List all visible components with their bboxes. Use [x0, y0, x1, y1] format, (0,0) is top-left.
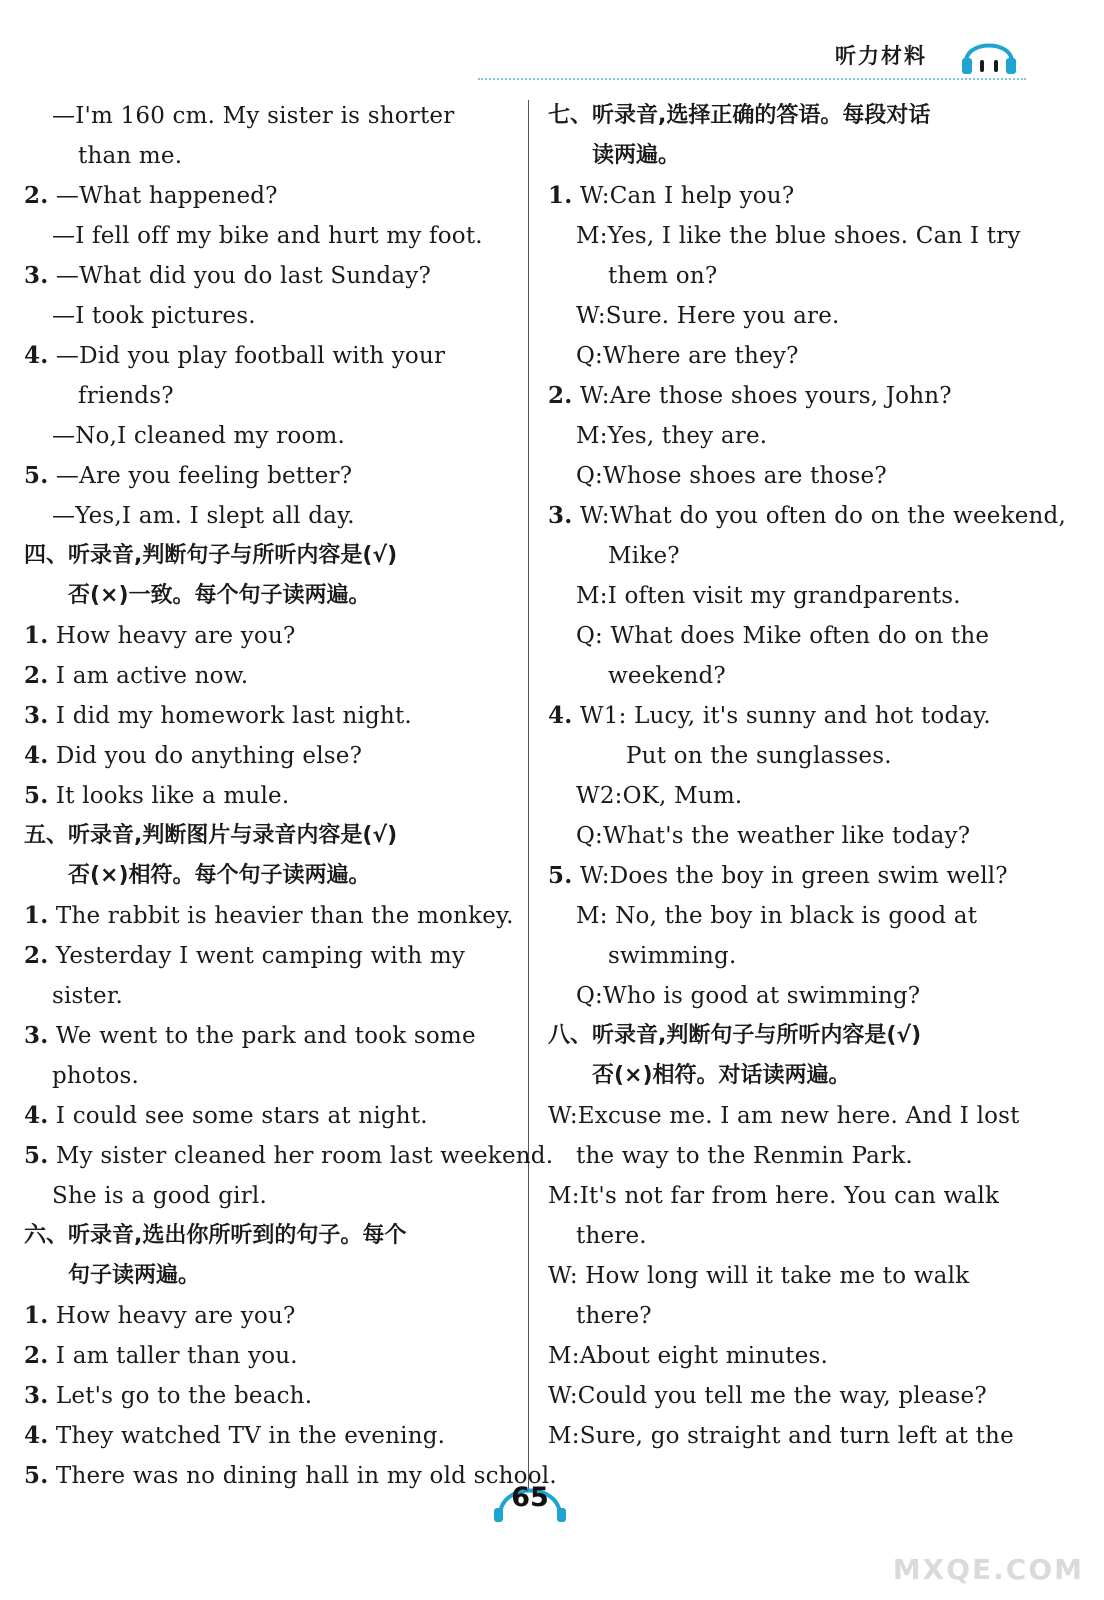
- line-text: The rabbit is heavier than the monkey.: [48, 903, 514, 929]
- header-divider: [478, 78, 1026, 80]
- item-number: 3.: [548, 502, 573, 529]
- line-text: the way to the Renmin Park.: [576, 1143, 913, 1169]
- item-number: 4.: [548, 702, 573, 729]
- line-text: —I'm 160 cm. My sister is shorter: [52, 103, 455, 129]
- line-text: I could see some stars at night.: [48, 1103, 428, 1129]
- item-number: 1.: [548, 182, 573, 209]
- transcript-line: [548, 496, 1066, 536]
- transcript-line: [548, 896, 1038, 936]
- line-text: M:About eight minutes.: [548, 1343, 829, 1369]
- line-text: W:Can I help you?: [572, 183, 795, 209]
- transcript-line: [24, 1336, 514, 1376]
- transcript-line: [548, 416, 1038, 456]
- item-number: 3.: [24, 1382, 49, 1409]
- line-text: I am taller than you.: [48, 1343, 298, 1369]
- transcript-line: [548, 336, 1038, 376]
- line-text: M:Yes, they are.: [576, 423, 768, 449]
- transcript-line: [24, 336, 514, 376]
- line-text: —I took pictures.: [52, 303, 256, 329]
- line-text: Let's go to the beach.: [48, 1383, 313, 1409]
- line-text: We went to the park and took some: [48, 1023, 476, 1049]
- line-text: —Did you play football with your: [48, 343, 446, 369]
- line-text: Q:Whose shoes are those?: [576, 463, 887, 489]
- item-number: 5.: [24, 1142, 49, 1169]
- line-text: —What happened?: [48, 183, 278, 209]
- line-text: I did my homework last night.: [48, 703, 412, 729]
- transcript-line: [24, 256, 514, 296]
- transcript-line: [548, 176, 1038, 216]
- transcript-line: [24, 1416, 514, 1456]
- section-heading: 七、听录音,选择正确的答语。每段对话: [548, 103, 931, 128]
- transcript-line: [548, 1176, 1038, 1216]
- transcript-line: [548, 1136, 1038, 1176]
- transcript-line: [548, 936, 1038, 976]
- section-heading: 五、听录音,判断图片与录音内容是(√): [24, 823, 398, 848]
- line-text: Q:Where are they?: [576, 343, 799, 369]
- line-text: How heavy are you?: [48, 1303, 296, 1329]
- line-text: W: How long will it take me to walk: [548, 1263, 970, 1289]
- transcript-line: [24, 616, 514, 656]
- transcript-line: [548, 976, 1038, 1016]
- line-text: W:Could you tell me the way, please?: [548, 1383, 987, 1409]
- transcript-line: [548, 256, 1038, 296]
- transcript-line: [24, 136, 514, 176]
- line-text: swimming.: [608, 943, 737, 969]
- transcript-line: [24, 416, 514, 456]
- transcript-line: [24, 1456, 557, 1496]
- transcript-line: [548, 656, 1038, 696]
- transcript-line: [548, 1336, 1038, 1376]
- line-text: —No,I cleaned my room.: [52, 423, 346, 449]
- item-number: 5.: [548, 862, 573, 889]
- line-text: It looks like a mule.: [48, 783, 290, 809]
- line-text: Q:What's the weather like today?: [576, 823, 971, 849]
- item-number: 5.: [24, 1462, 49, 1489]
- line-text: W:Are those shoes yours, John?: [572, 383, 952, 409]
- transcript-line: [24, 376, 514, 416]
- item-number: 2.: [548, 382, 573, 409]
- item-number: 1.: [24, 1302, 49, 1329]
- transcript-line: [24, 1016, 514, 1056]
- right-column: [548, 96, 1066, 1456]
- section-heading-continued: 句子读两遍。: [68, 1263, 201, 1288]
- left-column: [24, 96, 557, 1496]
- transcript-line: [24, 1096, 514, 1136]
- column-divider: [528, 100, 529, 1492]
- item-number: 3.: [24, 1022, 49, 1049]
- transcript-line: [548, 856, 1038, 896]
- transcript-line: [24, 696, 514, 736]
- transcript-line: [548, 616, 1038, 656]
- line-text: —Are you feeling better?: [48, 463, 353, 489]
- item-number: 4.: [24, 1102, 49, 1129]
- item-number: 2.: [24, 662, 49, 689]
- section-heading-continued: 否(×)相符。对话读两遍。: [592, 1063, 851, 1088]
- line-text: W:What do you often do on the weekend,: [572, 503, 1066, 529]
- item-number: 1.: [24, 902, 49, 929]
- transcript-line: [548, 456, 1038, 496]
- transcript-line: [548, 1376, 1038, 1416]
- item-number: 4.: [24, 1422, 49, 1449]
- transcript-line: [24, 1376, 514, 1416]
- item-number: 2.: [24, 942, 49, 969]
- line-text: them on?: [608, 263, 718, 289]
- item-number: 4.: [24, 742, 49, 769]
- transcript-line: [548, 1416, 1038, 1456]
- section-heading: 六、听录音,选出你所听到的句子。每个: [24, 1223, 407, 1248]
- transcript-line: [548, 216, 1038, 256]
- line-text: My sister cleaned her room last weekend.: [48, 1143, 554, 1169]
- line-text: than me.: [78, 143, 183, 169]
- page-number: 65: [511, 1482, 549, 1513]
- transcript-line: [548, 536, 1038, 576]
- line-text: Yesterday I went camping with my: [48, 943, 466, 969]
- transcript-line: [24, 96, 514, 136]
- transcript-line: [24, 456, 514, 496]
- transcript-line: [24, 496, 514, 536]
- transcript-line: [548, 1256, 1038, 1296]
- line-text: Put on the sunglasses.: [626, 743, 892, 769]
- transcript-line: [24, 976, 514, 1016]
- transcript-line: [24, 216, 514, 256]
- line-text: there.: [576, 1223, 647, 1249]
- line-text: —I fell off my bike and hurt my foot.: [52, 223, 483, 249]
- transcript-line: [548, 1216, 1038, 1256]
- section-heading: 四、听录音,判断句子与所听内容是(√): [24, 543, 398, 568]
- line-text: M:Yes, I like the blue shoes. Can I try: [576, 223, 1021, 249]
- item-number: 5.: [24, 462, 49, 489]
- transcript-line: [548, 376, 1038, 416]
- section-heading-continued: 否(×)相符。每个句子读两遍。: [68, 863, 371, 888]
- section-title: 听力材料: [835, 44, 927, 68]
- item-number: 4.: [24, 342, 49, 369]
- item-number: 3.: [24, 262, 49, 289]
- line-text: W1: Lucy, it's sunny and hot today.: [572, 703, 991, 729]
- transcript-line: [24, 776, 514, 816]
- line-text: M:It's not far from here. You can walk: [548, 1183, 1000, 1209]
- transcript-line: [548, 1296, 1038, 1336]
- transcript-line: [548, 816, 1038, 856]
- line-text: Mike?: [608, 543, 680, 569]
- transcript-line: [24, 296, 514, 336]
- item-number: 1.: [24, 622, 49, 649]
- headphones-icon: [958, 28, 1020, 78]
- line-text: I am active now.: [48, 663, 249, 689]
- line-text: —What did you do last Sunday?: [48, 263, 431, 289]
- transcript-line: [24, 176, 514, 216]
- item-number: 2.: [24, 1342, 49, 1369]
- line-text: M:I often visit my grandparents.: [576, 583, 961, 609]
- transcript-line: [24, 896, 514, 936]
- line-text: —Yes,I am. I slept all day.: [52, 503, 355, 529]
- line-text: She is a good girl.: [52, 1183, 267, 1209]
- transcript-line: [548, 696, 1038, 736]
- section-heading: 八、听录音,判断句子与所听内容是(√): [548, 1023, 922, 1048]
- line-text: there?: [576, 1303, 652, 1329]
- transcript-line: [548, 1096, 1038, 1136]
- section-heading-continued: 读两遍。: [592, 143, 681, 168]
- line-text: Q: What does Mike often do on the: [576, 623, 990, 649]
- transcript-line: [24, 1056, 514, 1096]
- line-text: Q:Who is good at swimming?: [576, 983, 921, 1009]
- line-text: M:Sure, go straight and turn left at the: [548, 1423, 1014, 1449]
- line-text: sister.: [52, 983, 123, 1009]
- transcript-line: [548, 776, 1038, 816]
- line-text: How heavy are you?: [48, 623, 296, 649]
- transcript-line: [548, 736, 1038, 776]
- line-text: They watched TV in the evening.: [48, 1423, 446, 1449]
- line-text: photos.: [52, 1063, 139, 1089]
- transcript-line: [548, 296, 1038, 336]
- transcript-line: [24, 1296, 514, 1336]
- line-text: W:Does the boy in green swim well?: [572, 863, 1008, 889]
- transcript-line: [24, 1136, 554, 1176]
- transcript-line: [24, 656, 514, 696]
- line-text: W:Excuse me. I am new here. And I lost: [548, 1103, 1020, 1129]
- item-number: 5.: [24, 782, 49, 809]
- transcript-line: [24, 1176, 514, 1216]
- line-text: There was no dining hall in my old school.: [48, 1463, 557, 1489]
- section-heading-continued: 否(×)一致。每个句子读两遍。: [68, 583, 371, 608]
- transcript-line: [548, 576, 1038, 616]
- line-text: weekend?: [608, 663, 726, 689]
- watermark-logo: MXQE.COM: [892, 1553, 1084, 1586]
- transcript-line: [24, 736, 514, 776]
- line-text: friends?: [78, 383, 174, 409]
- line-text: W:Sure. Here you are.: [576, 303, 840, 329]
- item-number: 3.: [24, 702, 49, 729]
- transcript-line: [24, 936, 514, 976]
- item-number: 2.: [24, 182, 49, 209]
- line-text: W2:OK, Mum.: [576, 783, 743, 809]
- line-text: Did you do anything else?: [48, 743, 363, 769]
- page-number-badge: [490, 1476, 570, 1524]
- line-text: M: No, the boy in black is good at: [576, 903, 978, 929]
